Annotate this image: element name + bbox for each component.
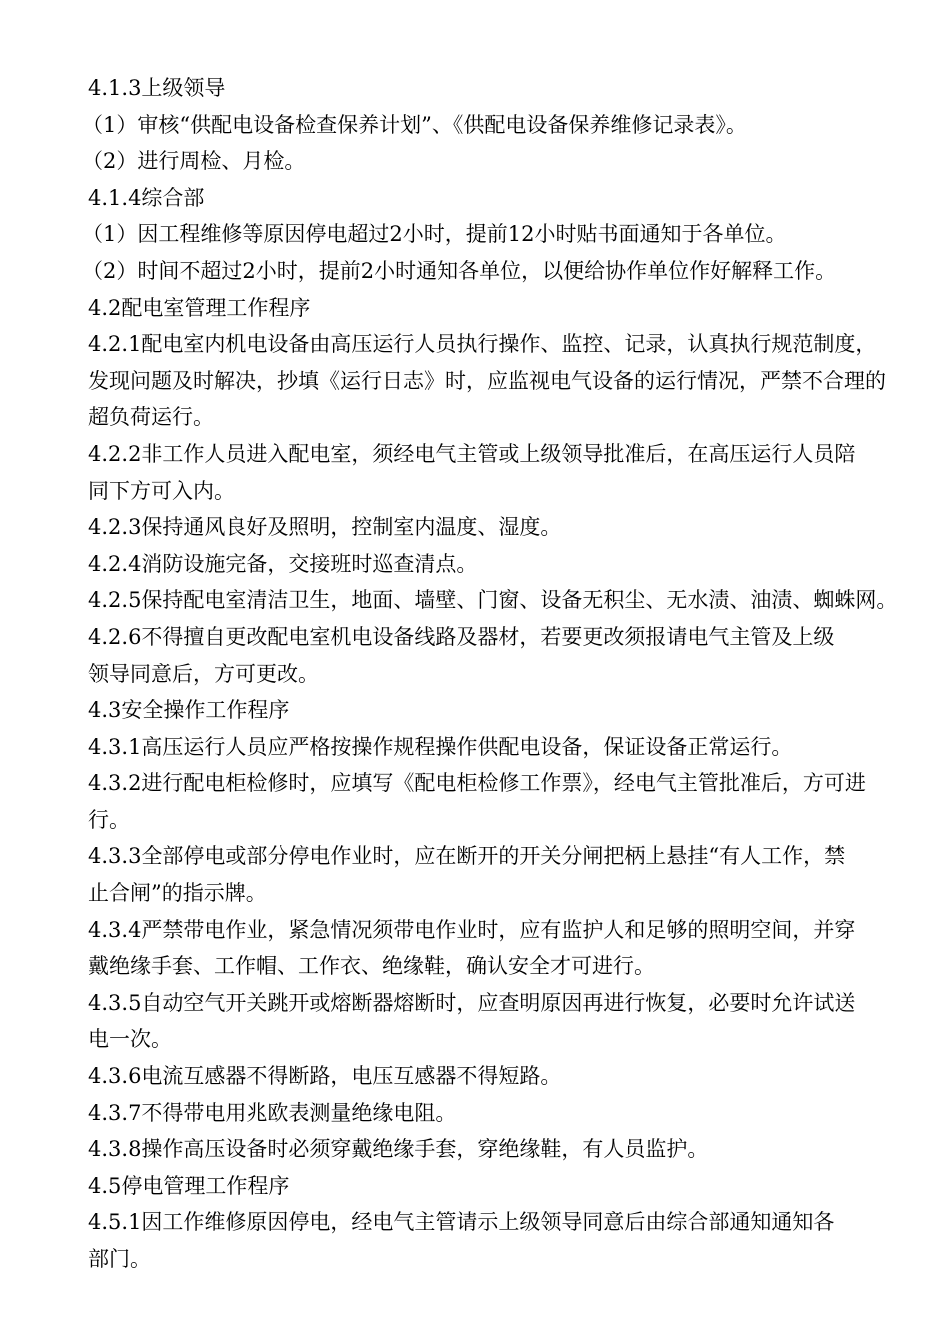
- paragraph-line: 电一次。: [88, 1027, 172, 1052]
- section-heading: 4.1.4综合部: [88, 185, 205, 210]
- paragraph-line: 4.2.1配电室内机电设备由高压运行人员执行操作、监控、记录，认真执行规范制度，: [88, 332, 877, 357]
- paragraph-line: 4.3.6电流互感器不得断路，电压互感器不得短路。: [88, 1064, 562, 1089]
- paragraph-line: 4.3.1高压运行人员应严格按操作规程操作供配电设备，保证设备正常运行。: [88, 734, 793, 759]
- list-item: （2）进行周检、月检。: [82, 149, 306, 174]
- paragraph-line: 领导同意后，方可更改。: [88, 661, 319, 686]
- document-body: [82, 70, 908, 1278]
- paragraph-line: 4.3.2进行配电柜检修时，应填写《配电柜检修工作票》，经电气主管批准后，方可进: [88, 771, 866, 796]
- paragraph-line: 4.2.3保持通风良好及照明，控制室内温度、湿度。: [88, 515, 562, 540]
- paragraph-line: 戴绝缘手套、工作帽、工作衣、绝缘鞋，确认安全才可进行。: [88, 954, 655, 979]
- paragraph-line: 超负荷运行。: [88, 405, 214, 430]
- paragraph-line: 4.2.6不得擅自更改配电室机电设备线路及器材，若要更改须报请电气主管及上级: [88, 624, 835, 649]
- paragraph-line: 4.3.3全部停电或部分停电作业时，应在断开的开关分闸把柄上悬挂“有人工作，禁: [88, 844, 846, 869]
- paragraph-line: 同下方可入内。: [88, 478, 235, 503]
- section-heading: 4.1.3上级领导: [88, 76, 226, 100]
- paragraph-line: 4.5.1因工作维修原因停电，经电气主管请示上级领导同意后由综合部通知通知各: [88, 1210, 835, 1235]
- paragraph-line: 部门。: [88, 1247, 151, 1271]
- paragraph-line: 4.3.5自动空气开关跳开或熔断器熔断时，应查明原因再进行恢复，必要时允许试送: [88, 990, 856, 1015]
- list-item: （1）因工程维修等原因停电超过2小时，提前12小时贴书面通知于各单位。: [82, 222, 787, 247]
- list-item: （2）时间不超过2小时，提前2小时通知各单位，以便给协作单位作好解释工作。: [82, 258, 837, 283]
- paragraph-line: 4.3.4严禁带电作业，紧急情况须带电作业时，应有监护人和足够的照明空间，并穿: [88, 917, 856, 942]
- list-item: （1）审核“供配电设备检查保养计划”、《供配电设备保养维修记录表》。: [82, 112, 747, 137]
- section-heading: 4.2配电室管理工作程序: [88, 295, 311, 320]
- section-heading: 4.3安全操作工作程序: [88, 698, 290, 723]
- paragraph-line: 发现问题及时解决，抄填《运行日志》时，应监视电气设备的运行情况，严禁不合理的: [88, 368, 886, 393]
- paragraph-line: 4.2.2非工作人员进入配电室，须经电气主管或上级领导批准后，在高压运行人员陪: [88, 441, 856, 466]
- paragraph-line: 4.3.8操作高压设备时必须穿戴绝缘手套，穿绝缘鞋，有人员监护。: [88, 1137, 709, 1162]
- section-heading: 4.5停电管理工作程序: [88, 1173, 290, 1198]
- paragraph-line: 止合闸”的指示牌。: [88, 881, 267, 906]
- paragraph-line: 4.3.7不得带电用兆欧表测量绝缘电阻。: [88, 1100, 457, 1125]
- paragraph-line: 4.2.4消防设施完备，交接班时巡查清点。: [88, 551, 478, 576]
- paragraph-line: 行。: [88, 807, 130, 832]
- paragraph-line: 4.2.5保持配电室清洁卫生，地面、墙壁、门窗、设备无积尘、无水渍、油渍、蜘蛛网。: [88, 588, 898, 613]
